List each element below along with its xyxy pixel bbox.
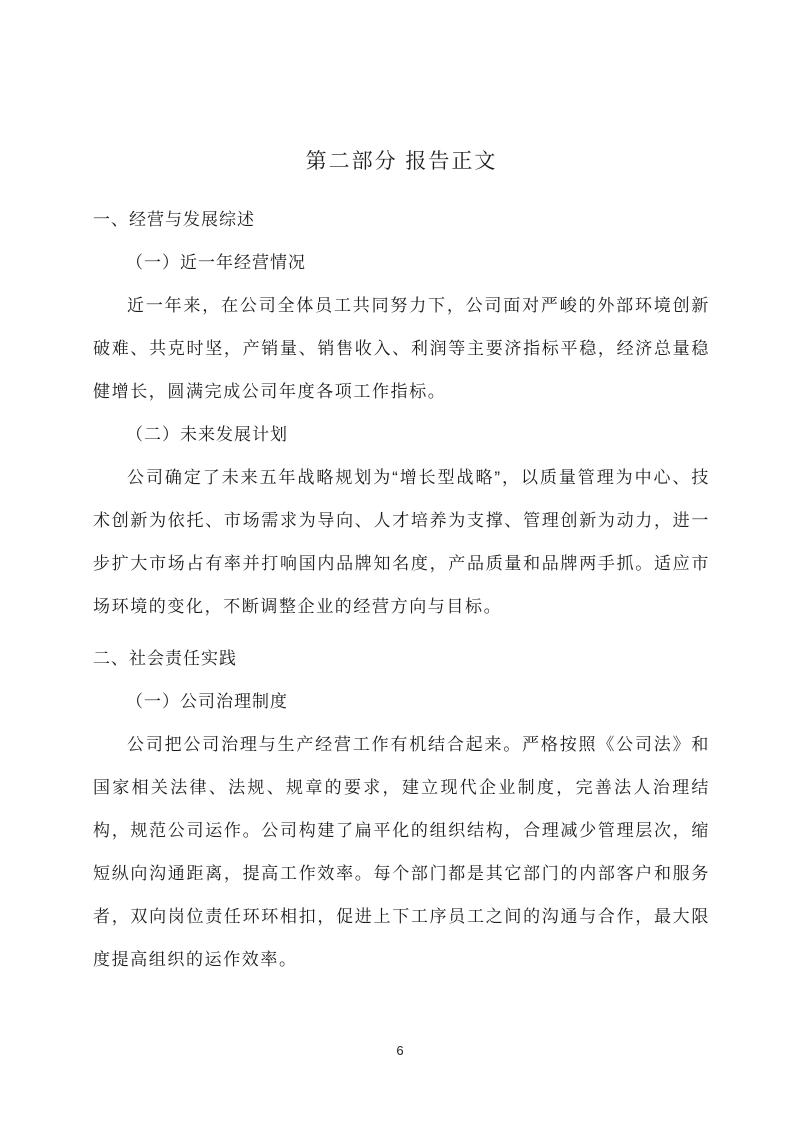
paragraph: 近一年来，在公司全体员工共同努力下，公司面对严峻的外部环境创新破难、共克时坚，产销量、销售收入、利润等主要济指标平稳，经济总量稳健增长，圆满完成公司年度各项工作指标。 — [93, 296, 710, 401]
page-number: 6 — [396, 1043, 404, 1058]
report-section — [93, 637, 710, 981]
sub-heading: （一）公司治理制度 — [126, 692, 288, 711]
section-heading: 一、经营与发展综述 — [93, 210, 255, 229]
document-body — [93, 198, 710, 981]
report-section — [93, 198, 710, 628]
paragraph: 公司确定了未来五年战略规划为“增长型战略”，以质量管理为中心、技术创新为依托、市场需求为导向、人才培养为支撑、管理创新为动力，进一步扩大市场占有率并打响国内品牌知名度，产品质量和品牌两手抓。适应市场环境的变化，不断调整企业的经营方向与目标。 — [93, 468, 710, 616]
sub-heading: （二）未来发展计划 — [126, 425, 288, 444]
document-title: 第二部分 报告正文 — [305, 150, 498, 173]
paragraph: 公司把公司治理与生产经营工作有机结合起来。严格按照《公司法》和国家相关法律、法规、规章的要求，建立现代企业制度，完善法人治理结构，规范公司运作。公司构建了扁平化的组织结构，合理减少管理层次，缩短纵向沟通距离，提高工作效率。每个部门都是其它部门的内部客户和服务者，双向岗位责任环环相扣，促进上下工序员工之间的沟通与合作，最大限度提高组织的运作效率。 — [93, 735, 710, 969]
sub-heading: （一）近一年经营情况 — [126, 253, 306, 272]
section-heading: 二、社会责任实践 — [93, 649, 237, 668]
